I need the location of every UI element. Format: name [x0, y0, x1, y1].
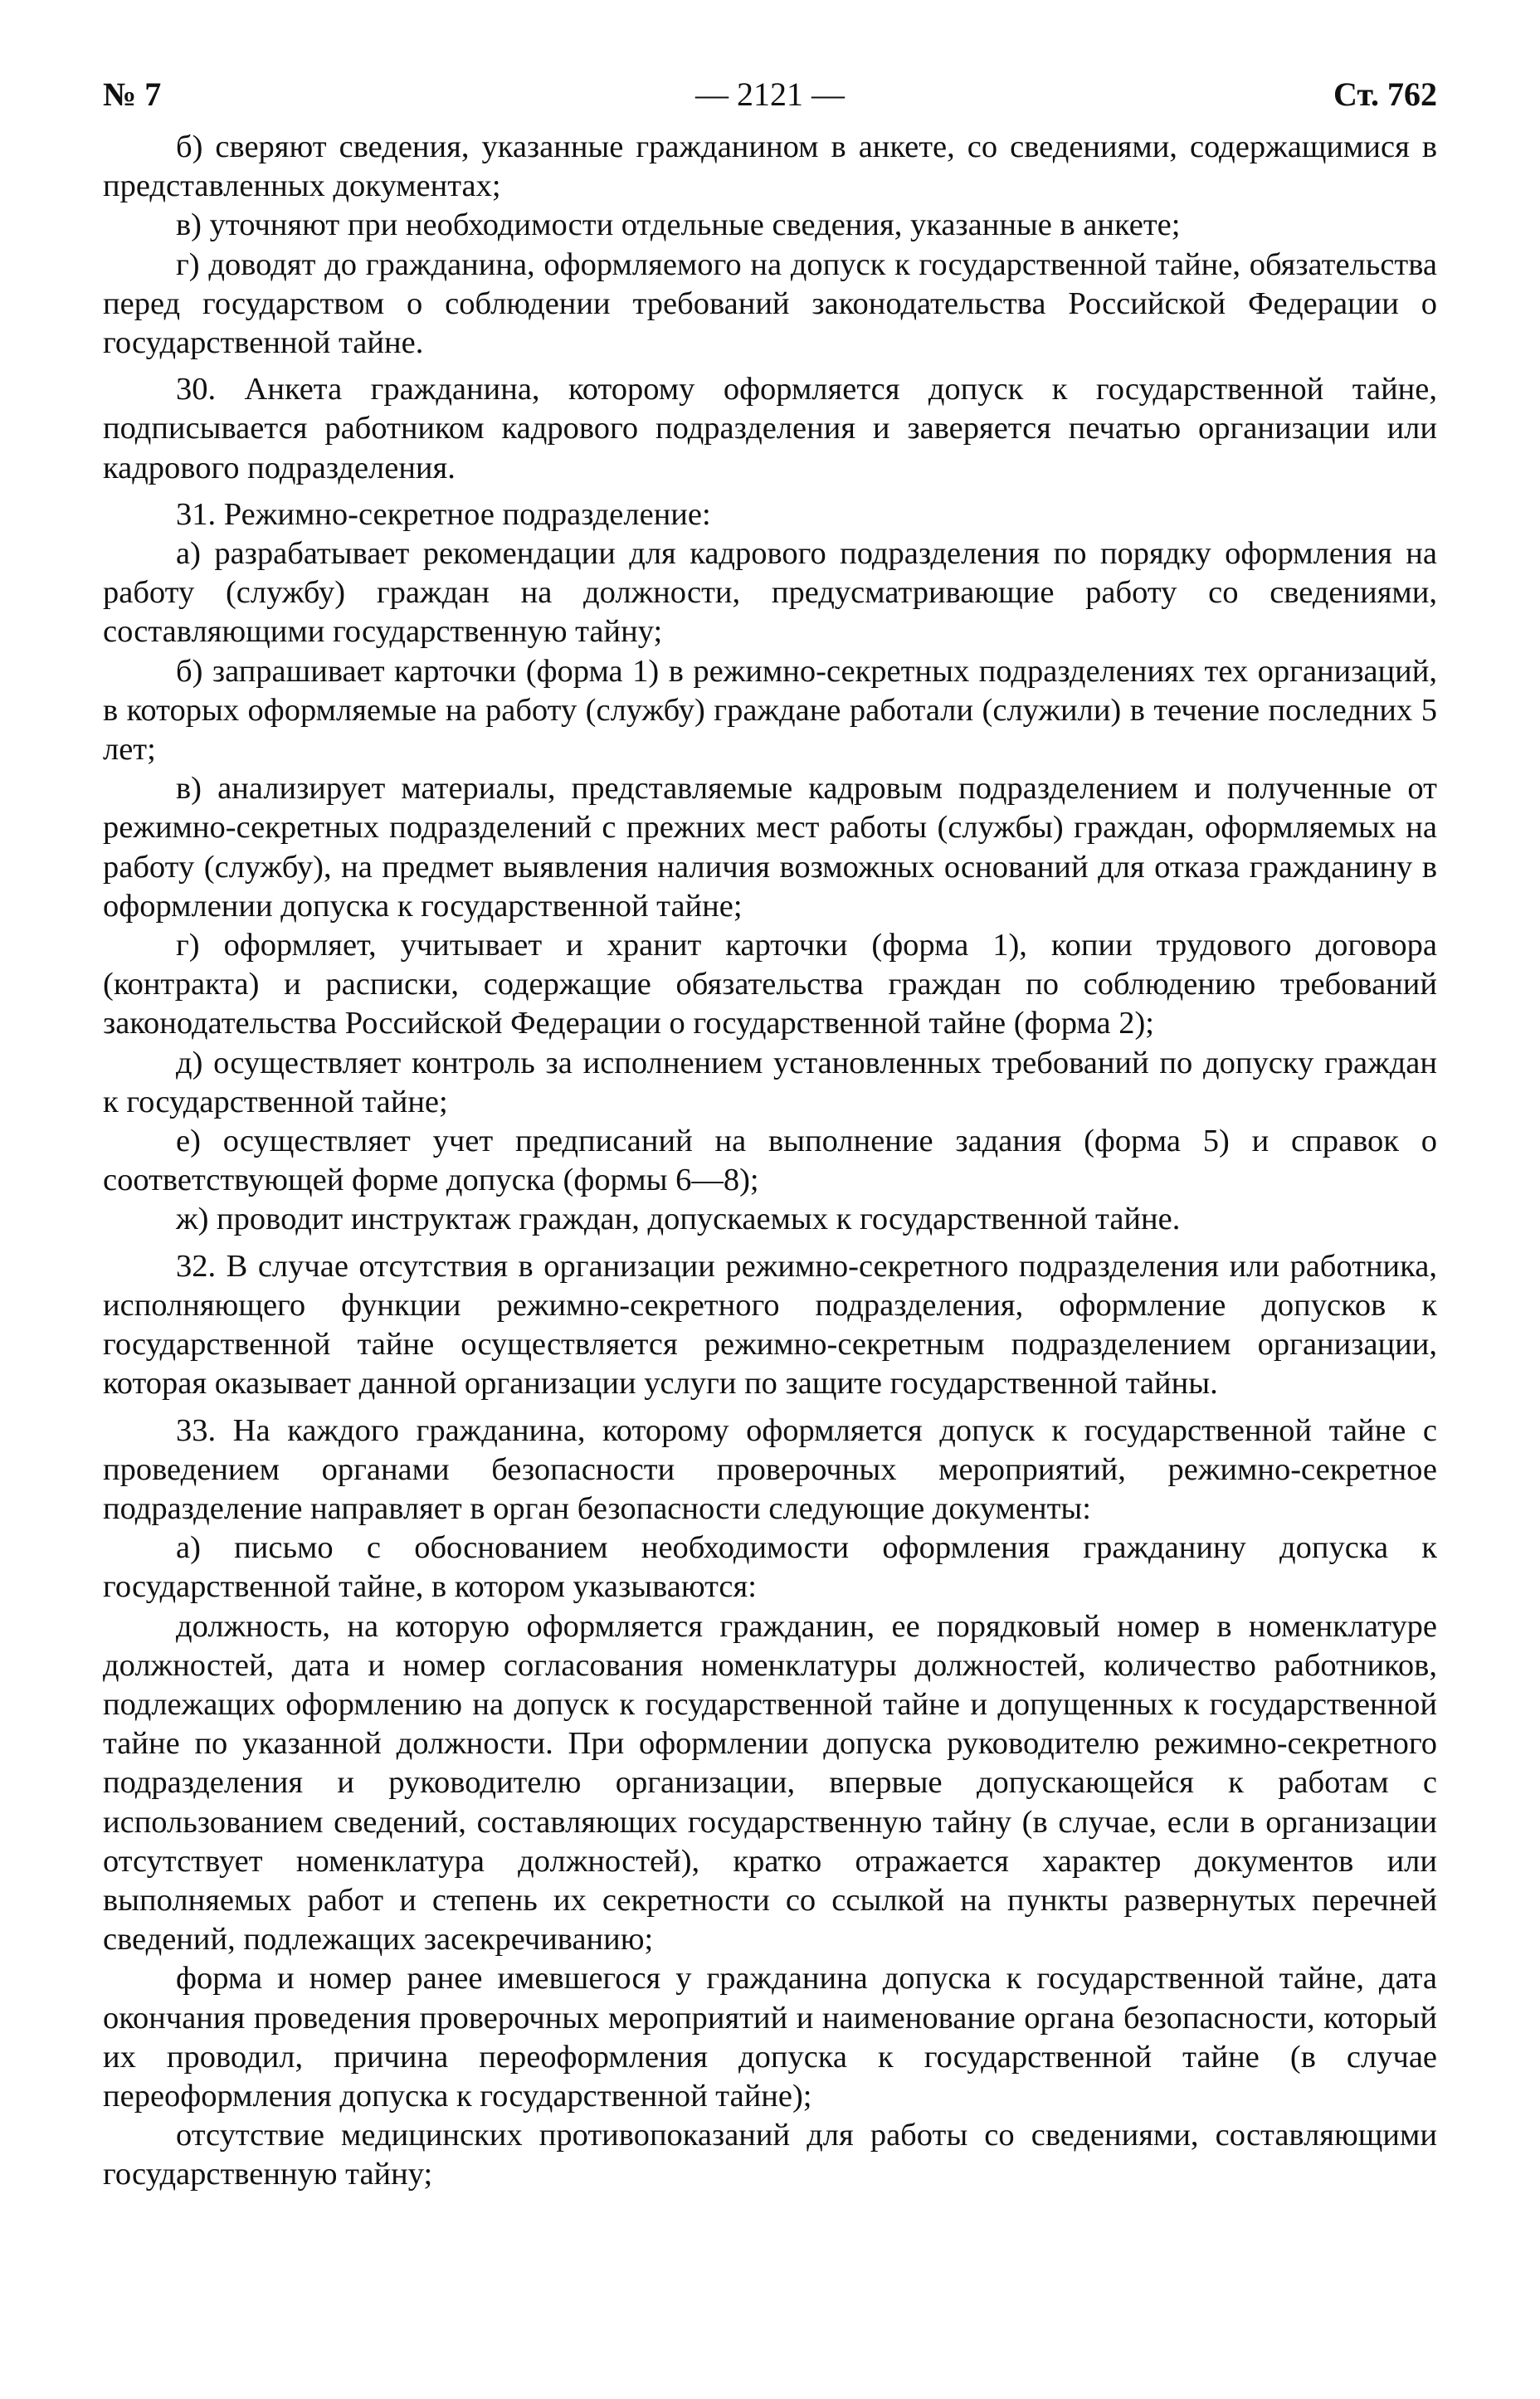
paragraph-32: 32. В случае отсутствия в организации режимно-секретного подразделения или работника, исполняющего функции режимно-секретного подразделения, оформление допусков к государственной тайне осуществляется режимно-секретным подразделением организации, которая оказывает данной организации услуги по защите государственной тайны.: [103, 1248, 1437, 1402]
paragraph-31-b: б) запрашивает карточки (форма 1) в режимно-секретных подразделениях тех организаций, в которых оформляемые на работу (службу) граждане работали (служили) в течение последних 5 лет;: [103, 653, 1437, 768]
paragraph-31-g: г) оформляет, учитывает и хранит карточки (форма 1), копии трудового договора (контракта) и расписки, содержащие обязательства граждан по соблюдению требований законодательства Российской Федерации о государственной тайне (форма 2);: [103, 928, 1437, 1041]
paragraph-g-obligations: г) доводят до гражданина, оформляемого на допуск к государственной тайне, обязательства перед государством о соблюдении требований законодательства Российской Федерации о государственной тайне.: [103, 246, 1437, 361]
paragraph-30: 30. Анкета гражданина, которому оформляется допуск к государственной тайне, подписывается работником кадрового подразделения и заверяется печатью организации или кадрового подразделения.: [103, 372, 1437, 485]
page-number: — 2121 —: [695, 76, 845, 113]
paragraph-33-a: а) письмо с обоснованием необходимости оформления гражданину допуска к государственной тайне, в котором указываются:: [103, 1530, 1437, 1605]
paragraph-33: 33. На каждого гражданина, которому оформляется допуск к государственной тайне с проведением органами безопасности проверочных мероприятий, режимно-секретное подразделение направляет в орган безопасности следующие документы:: [103, 1412, 1437, 1526]
article-number: Ст. 762: [1333, 76, 1437, 113]
issue-number: № 7: [103, 76, 162, 113]
page-header: [103, 70, 1437, 119]
paragraph-31-a: а) разрабатывает рекомендации для кадрового подразделения по порядку оформления на работу (службу) граждан на должности, предусматривающие работу со сведениями, составляющими государственную тайну;: [103, 536, 1437, 650]
paragraph-b-verify: б) сверяют сведения, указанные гражданином в анкете, со сведениями, содержащимися в представленных документах;: [103, 129, 1437, 204]
paragraph-31: 31. Режимно-секретное подразделение:: [176, 496, 711, 532]
paragraph-31-zh: ж) проводит инструктаж граждан, допускаемых к государственной тайне.: [176, 1202, 1181, 1237]
document-body: [103, 128, 1437, 2195]
paragraph-33-prior-clearance: форма и номер ранее имевшегося у гражданина допуска к государственной тайне, дата окончания проведения проверочных мероприятий и наименование органа безопасности, который их проводил, причина переоформления допуска к государственной тайне (в случае переоформления допуска к государственной тайне);: [103, 1961, 1437, 2114]
paragraph-31-d: д) осуществляет контроль за исполнением установленных требований по допуску граждан к государственной тайне;: [103, 1045, 1437, 1119]
paragraph-33-medical: отсутствие медицинских противопоказаний для работы со сведениями, составляющими государственную тайну;: [103, 2118, 1437, 2192]
paragraph-33-position: должность, на которую оформляется гражданин, ее порядковый номер в номенклатуре должностей, дата и номер согласования номенклатуры должностей, количество работников, подлежащих оформлению на допуск к государственной тайне и допущенных к государственной тайне по указанной должности. При оформлении допуска руководителю режимно-секретного подразделения и руководителю организации, впервые допускающейся к работам с использованием сведений, составляющих государственную тайну (в случае, если в организации отсутствует номенклатура должностей), кратко отражается характер документов или выполняемых работ и степень их секретности со ссылкой на пункты развернутых перечней сведений, подлежащих засекречиванию;: [103, 1608, 1437, 1958]
paragraph-31-e: е) осуществляет учет предписаний на выполнение задания (форма 5) и справок о соответствующей форме допуска (формы 6—8);: [103, 1124, 1437, 1198]
paragraph-v-clarify: в) уточняют при необходимости отдельные сведения, указанные в анкете;: [176, 207, 1181, 243]
paragraph-31-v: в) анализирует материалы, представляемые кадровым подразделением и полученные от режимно-секретных подразделений с прежних мест работы (службы) граждан, оформляемых на работу (службу), на предмет выявления наличия возможных оснований для отказа гражданину в оформлении допуска к государственной тайне;: [103, 771, 1437, 924]
